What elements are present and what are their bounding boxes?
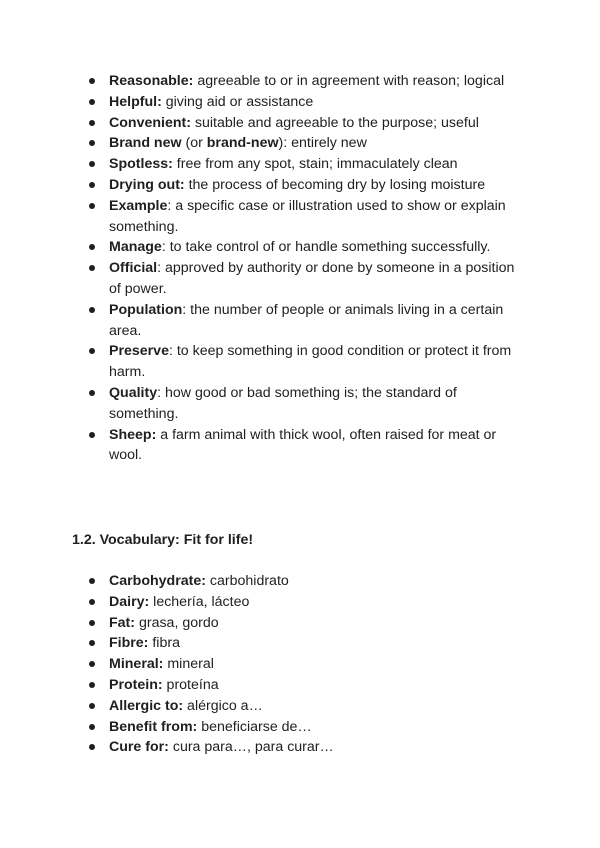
- term: Sheep:: [109, 426, 157, 443]
- term: Population: [109, 301, 183, 318]
- term: Fat:: [109, 614, 136, 631]
- translation: mineral: [163, 656, 214, 673]
- list-item: [0, 113, 529, 134]
- term: Convenient:: [109, 114, 191, 131]
- definition: : the number of people or animals living in a certain area.: [109, 301, 504, 339]
- list-item: [0, 300, 529, 342]
- translation: proteína: [162, 676, 219, 693]
- list-item: [0, 341, 529, 383]
- bullet-icon: [89, 203, 95, 209]
- term: Carbohydrate:: [109, 573, 206, 589]
- bullet-icon: [89, 161, 95, 167]
- section-heading: 1.2. Vocabulary: Fit for life!: [72, 532, 254, 548]
- bullet-icon: [89, 640, 95, 646]
- list-item: [0, 196, 529, 238]
- definition: giving aid or assistance: [161, 93, 314, 110]
- bullet-icon: [89, 599, 95, 605]
- list-item: [0, 675, 529, 696]
- definition: suitable and agreeable to the purpose; useful: [190, 114, 479, 131]
- bullet-icon: [89, 120, 95, 126]
- list-item: [0, 175, 529, 196]
- list-item: [0, 425, 529, 467]
- definition: ): entirely new: [278, 135, 367, 152]
- term: Example: [109, 197, 168, 214]
- term: Preserve: [109, 343, 169, 360]
- definition: : to take control of or handle something successfully.: [161, 239, 491, 256]
- list-item: [0, 633, 529, 654]
- list-item: [0, 613, 529, 634]
- term: Benefit from:: [109, 718, 198, 735]
- list-item: [0, 383, 529, 425]
- bullet-icon: [89, 682, 95, 688]
- definition: : a specific case or illustration used to show or explain something.: [109, 197, 506, 235]
- bullet-icon: [89, 620, 95, 626]
- list-item: [0, 237, 529, 258]
- list-item: [0, 696, 529, 717]
- list-item: [0, 258, 529, 300]
- bullet-icon: [89, 390, 95, 396]
- term: Allergic to:: [109, 697, 184, 714]
- definition: free from any spot, stain; immaculately clean: [172, 156, 458, 173]
- term: Manage: [109, 239, 162, 256]
- list-item: [0, 654, 529, 675]
- translation: fibra: [148, 635, 180, 652]
- term: Helpful:: [109, 93, 162, 110]
- bullet-icon: [89, 348, 95, 354]
- bullet-icon: [89, 703, 95, 709]
- term-connector: (or: [181, 135, 207, 152]
- bullet-icon: [89, 661, 95, 667]
- list-item: [0, 592, 529, 613]
- bullet-icon: [89, 578, 95, 584]
- list-item: [0, 737, 529, 758]
- translation: grasa, gordo: [135, 614, 219, 631]
- bullet-icon: [89, 265, 95, 271]
- definition: : to keep something in good condition or protect it from harm.: [109, 343, 512, 381]
- bullet-icon: [89, 244, 95, 250]
- term: Drying out:: [109, 176, 185, 193]
- list-item: [0, 133, 529, 154]
- list-item: [0, 154, 529, 175]
- translation: cura para…, para curar…: [168, 739, 334, 756]
- term: Reasonable:: [109, 73, 194, 89]
- bullet-icon: [89, 99, 95, 105]
- bullet-icon: [89, 78, 95, 84]
- term: Fibre:: [109, 635, 149, 652]
- list-item: [0, 717, 529, 738]
- bullet-icon: [89, 432, 95, 438]
- list-item: [0, 71, 529, 92]
- term: Official: [109, 260, 158, 277]
- translation: alérgico a…: [183, 697, 263, 714]
- translation: carbohidrato: [205, 573, 289, 589]
- definition: agreeable to or in agreement with reason; logical: [193, 73, 505, 89]
- term: Quality: [109, 384, 158, 401]
- term: Spotless:: [109, 156, 173, 173]
- term: Dairy:: [109, 593, 150, 610]
- bullet-icon: [89, 744, 95, 750]
- definition: a farm animal with thick wool, often raised for meat or wool.: [109, 426, 497, 464]
- bullet-icon: [89, 307, 95, 313]
- bullet-icon: [89, 140, 95, 146]
- translation: beneficiarse de…: [197, 718, 312, 735]
- term: Cure for:: [109, 739, 169, 756]
- definition: the process of becoming dry by losing moisture: [184, 176, 486, 193]
- term-alternate: brand-new: [206, 135, 279, 152]
- list-item: [0, 92, 529, 113]
- term: Brand new: [109, 135, 182, 152]
- vocabulary-list-2: [0, 571, 529, 758]
- bullet-icon: [89, 724, 95, 730]
- term: Protein:: [109, 676, 163, 693]
- list-item: [0, 571, 529, 592]
- definition: : approved by authority or done by someone in a position of power.: [109, 260, 515, 297]
- vocabulary-list-1: [0, 71, 529, 466]
- term: Mineral:: [109, 656, 164, 673]
- bullet-icon: [89, 182, 95, 188]
- translation: lechería, lácteo: [149, 593, 250, 610]
- definition: : how good or bad something is; the standard of something.: [109, 384, 457, 422]
